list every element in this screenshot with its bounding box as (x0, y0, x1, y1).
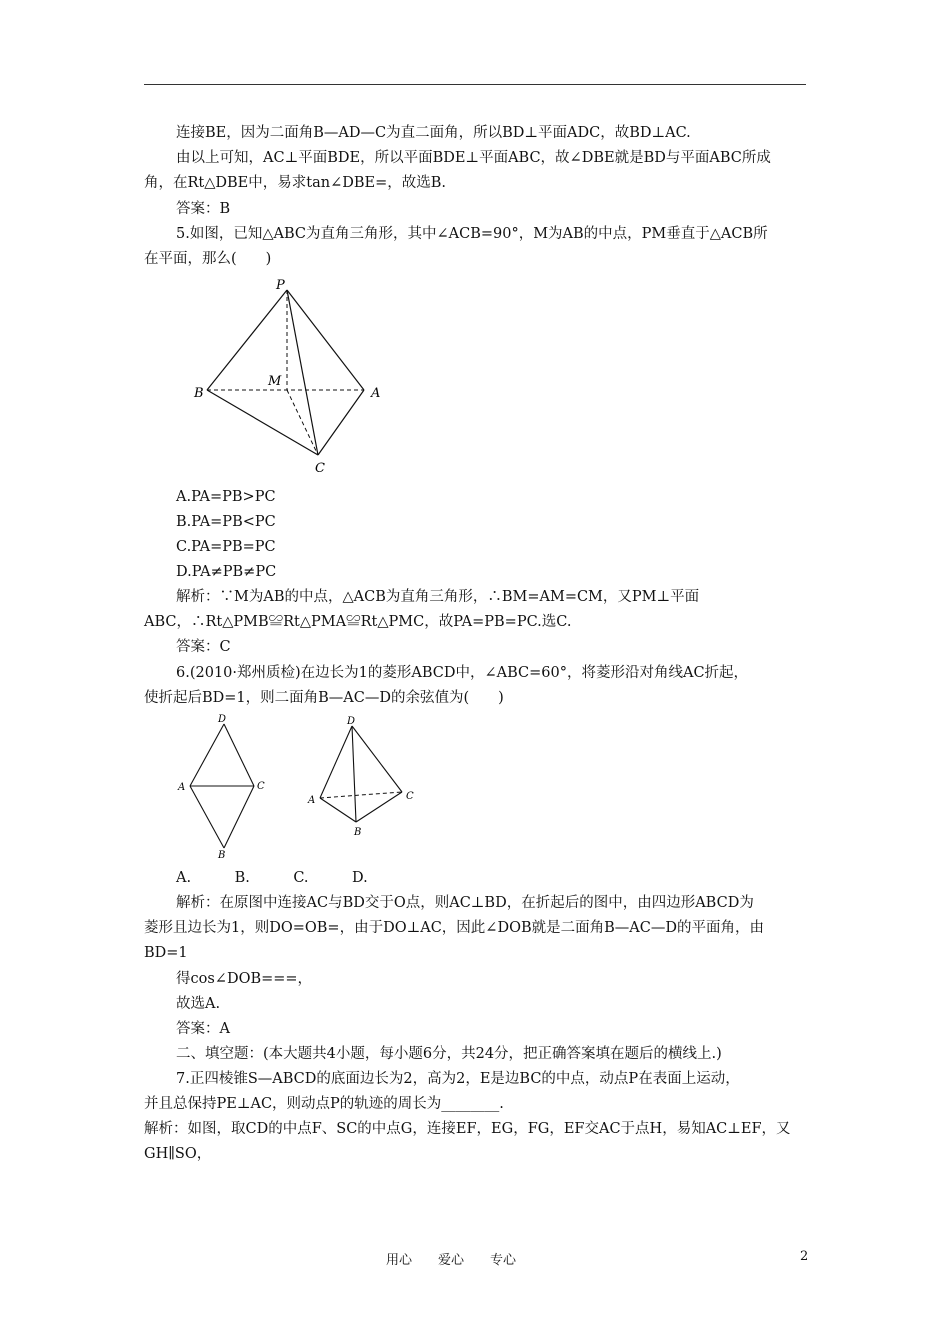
label-b: B (194, 386, 204, 401)
label-c: C (406, 791, 414, 802)
folded-pyramid-figure (305, 710, 430, 845)
solution-line: GH∥SO， (144, 1146, 212, 1162)
question-6: 6.(2010·郑州质检)在边长为1的菱形ABCD中，∠ABC=60°，将菱形沿对角线AC折起， (176, 665, 749, 681)
option-b: B.PA=PB<PC (176, 514, 276, 530)
pyramid-figure-1 (190, 275, 390, 480)
question-7: 7.正四棱锥S—ABCD的底面边长为2，高为2，E是边BC的中点，动点P在表面上运动， (176, 1071, 740, 1087)
label-a: A (308, 795, 316, 806)
solution-line: 菱形且边长为1，则DO=OB=，由于DO⊥AC，因此∠DOB就是二面角B—AC—D的平面角，由 (144, 920, 764, 936)
option-a: A.PA=PB>PC (176, 489, 276, 505)
solution-line: ABC，∴Rt△PMB≌Rt△PMA≌Rt△PMC，故PA=PB=PC.选C. (144, 614, 572, 630)
text-line: 角，在Rt△DBE中，易求tan∠DBE=，故选B. (144, 175, 446, 191)
solution-line: 解析：如图，取CD的中点F、SC的中点G，连接EF，EG，FG，EF交AC于点H，易知AC⊥EF，又 (144, 1121, 791, 1137)
text-line: 连接BE，因为二面角B—AD—C为直二面角，所以BD⊥平面ADC，故BD⊥AC. (176, 125, 691, 141)
options-line: A. B. C. D. (176, 870, 368, 886)
solution-line: 解析：∵M为AB的中点，△ACB为直角三角形，∴BM=AM=CM，又PM⊥平面 (176, 589, 700, 605)
label-m: M (268, 374, 282, 389)
page-number: 2 (800, 1249, 809, 1264)
text-line: 使折起后BD=1，则二面角B—AC—D的余弦值为( ) (144, 690, 504, 706)
solution-line: 得cos∠DOB===， (176, 971, 313, 987)
label-c: C (257, 781, 265, 792)
section-heading: 二、填空题：(本大题共4小题，每小题6分，共24分，把正确答案填在题后的横线上.) (176, 1046, 722, 1062)
answer-line: 答案：A (176, 1021, 230, 1037)
option-d: D.PA≠PB≠PC (176, 564, 277, 580)
question-5: 5.如图，已知△ABC为直角三角形，其中∠ACB=90°，M为AB的中点，PM垂直于△ACB所 (176, 226, 768, 242)
text-line: 由以上可知，AC⊥平面BDE，所以平面BDE⊥平面ABC，故∠DBE就是BD与平面ABC所成 (176, 150, 771, 166)
rhombus-figure (172, 710, 272, 860)
solution-line: 故选A. (176, 996, 221, 1012)
solution-line: BD=1 (144, 945, 188, 961)
text-line: 并且总保持PE⊥AC，则动点P的轨迹的周长为________. (144, 1096, 504, 1112)
label-a: A (371, 386, 381, 401)
footer-text: 用心 爱心 专心 (386, 1253, 517, 1268)
label-c: C (315, 461, 325, 476)
header-rule (144, 84, 806, 85)
label-b: B (218, 850, 226, 860)
text-line: 在平面，那么( ) (144, 251, 272, 267)
solution-line: 解析：在原图中连接AC与BD交于O点，则AC⊥BD，在折起后的图中，由四边形ABCD为 (176, 895, 754, 911)
label-d: D (347, 716, 356, 727)
answer-line: 答案：C (176, 639, 231, 655)
label-d: D (218, 714, 227, 725)
label-b: B (354, 827, 362, 838)
label-p: P (276, 278, 285, 293)
option-c: C.PA=PB=PC (176, 539, 276, 555)
answer-line: 答案：B (176, 201, 231, 217)
label-a: A (178, 782, 186, 793)
